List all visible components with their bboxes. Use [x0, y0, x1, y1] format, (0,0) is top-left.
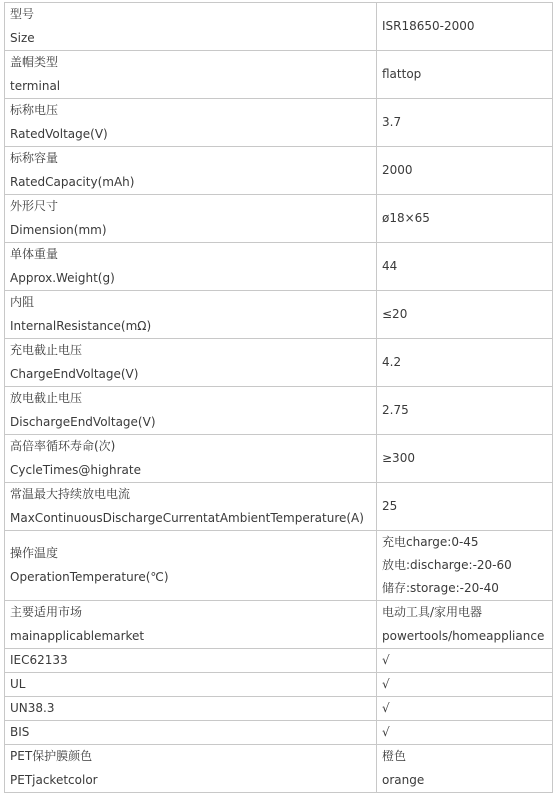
spec-label-cell [5, 649, 377, 673]
spec-value: 2.75 [382, 403, 409, 417]
spec-value: 储存:storage:-20-40 [382, 581, 499, 595]
spec-value-cell [377, 649, 553, 673]
spec-value-cell [377, 243, 553, 291]
spec-value-cell [377, 147, 553, 195]
label-en: mainapplicablemarket [10, 628, 145, 643]
label-cn: 外形尺寸 [10, 199, 59, 213]
table-row [5, 721, 553, 745]
spec-value-cell [377, 3, 553, 51]
label-cn: 常温最大持续放电电流 [10, 487, 131, 501]
spec-label-cell [5, 291, 377, 339]
label-en: PETjacketcolor [10, 772, 98, 787]
label-cn: 高倍率循环寿命(次) [10, 439, 116, 453]
spec-label-cell [5, 483, 377, 531]
spec-value: 3.7 [382, 115, 402, 129]
table-row [5, 673, 553, 697]
label-en: MaxContinuousDischargeCurrentatAmbientTemperature(A) [10, 510, 364, 525]
label-cn: BIS [10, 725, 30, 739]
table-row [5, 51, 553, 99]
table-row [5, 483, 553, 531]
spec-value: 橙色 [382, 749, 407, 763]
label-en: terminal [10, 78, 61, 93]
label-en: InternalResistance(mΩ) [10, 318, 152, 333]
spec-value: 44 [382, 259, 398, 273]
spec-label-cell [5, 601, 377, 649]
spec-value-cell [377, 673, 553, 697]
spec-label-cell [5, 147, 377, 195]
spec-value-cell [377, 531, 553, 601]
table-row [5, 649, 553, 673]
table-row [5, 435, 553, 483]
table-row [5, 531, 553, 601]
label-en: OperationTemperature(℃) [10, 569, 169, 584]
spec-label-cell [5, 195, 377, 243]
table-row [5, 99, 553, 147]
spec-value-cell [377, 195, 553, 243]
table-row [5, 291, 553, 339]
table-row [5, 387, 553, 435]
spec-label-cell [5, 3, 377, 51]
spec-label-cell [5, 99, 377, 147]
spec-value: 25 [382, 499, 398, 513]
check-mark: √ [382, 701, 390, 715]
spec-value: ø18×65 [382, 211, 430, 225]
label-en: Size [10, 30, 35, 45]
spec-label-cell [5, 745, 377, 793]
label-cn: 单体重量 [10, 247, 59, 261]
spec-label-cell [5, 435, 377, 483]
check-mark: √ [382, 677, 390, 691]
label-cn: 内阻 [10, 295, 35, 309]
spec-value-cell [377, 483, 553, 531]
spec-value: 4.2 [382, 355, 402, 369]
spec-value-cell [377, 745, 553, 793]
spec-label-cell [5, 51, 377, 99]
table-row [5, 3, 553, 51]
spec-value: flattop [382, 67, 422, 81]
spec-value-cell [377, 387, 553, 435]
table-row [5, 339, 553, 387]
spec-value-cell [377, 339, 553, 387]
table-row [5, 601, 553, 649]
spec-value: ≤20 [382, 307, 408, 321]
spec-label-cell [5, 697, 377, 721]
table-row [5, 745, 553, 793]
label-en: ChargeEndVoltage(V) [10, 366, 139, 381]
spec-value-cell [377, 291, 553, 339]
label-cn: IEC62133 [10, 653, 68, 667]
spec-label-cell [5, 243, 377, 291]
spec-value: powertools/homeappliance [382, 628, 545, 643]
spec-value: 2000 [382, 163, 413, 177]
spec-value-cell [377, 601, 553, 649]
spec-label-cell [5, 387, 377, 435]
label-en: DischargeEndVoltage(V) [10, 414, 156, 429]
label-cn: 标称容量 [10, 151, 59, 165]
label-cn: 盖帽类型 [10, 55, 59, 69]
spec-value-cell [377, 99, 553, 147]
spec-value: orange [382, 772, 425, 787]
label-en: Approx.Weight(g) [10, 270, 115, 285]
table-row [5, 243, 553, 291]
label-cn: PET保护膜颜色 [10, 749, 93, 763]
label-cn: 标称电压 [10, 103, 59, 117]
spec-value: 充电charge:0-45 [382, 535, 479, 549]
check-mark: √ [382, 653, 390, 667]
spec-value-cell [377, 51, 553, 99]
label-en: RatedVoltage(V) [10, 126, 108, 141]
spec-value: ISR18650-2000 [382, 19, 475, 33]
label-cn: 型号 [10, 7, 35, 21]
label-cn: 操作温度 [10, 546, 59, 560]
table-row [5, 147, 553, 195]
spec-value-cell [377, 721, 553, 745]
spec-value-cell [377, 697, 553, 721]
check-mark: √ [382, 725, 390, 739]
spec-value-cell [377, 435, 553, 483]
spec-value: 放电:discharge:-20-60 [382, 558, 512, 572]
table-row [5, 697, 553, 721]
spec-table [4, 2, 553, 793]
spec-value: ≥300 [382, 451, 415, 465]
label-en: Dimension(mm) [10, 222, 107, 237]
spec-label-cell [5, 339, 377, 387]
label-en: CycleTimes@highrate [10, 462, 141, 477]
spec-label-cell [5, 673, 377, 697]
spec-label-cell [5, 531, 377, 601]
label-cn: 放电截止电压 [10, 391, 83, 405]
spec-label-cell [5, 721, 377, 745]
table-row [5, 195, 553, 243]
label-cn: 主要适用市场 [10, 605, 83, 619]
label-cn: UL [10, 677, 26, 691]
spec-value: 电动工具/家用电器 [382, 605, 483, 619]
label-en: RatedCapacity(mAh) [10, 174, 135, 189]
label-cn: UN38.3 [10, 701, 55, 715]
label-cn: 充电截止电压 [10, 343, 83, 357]
